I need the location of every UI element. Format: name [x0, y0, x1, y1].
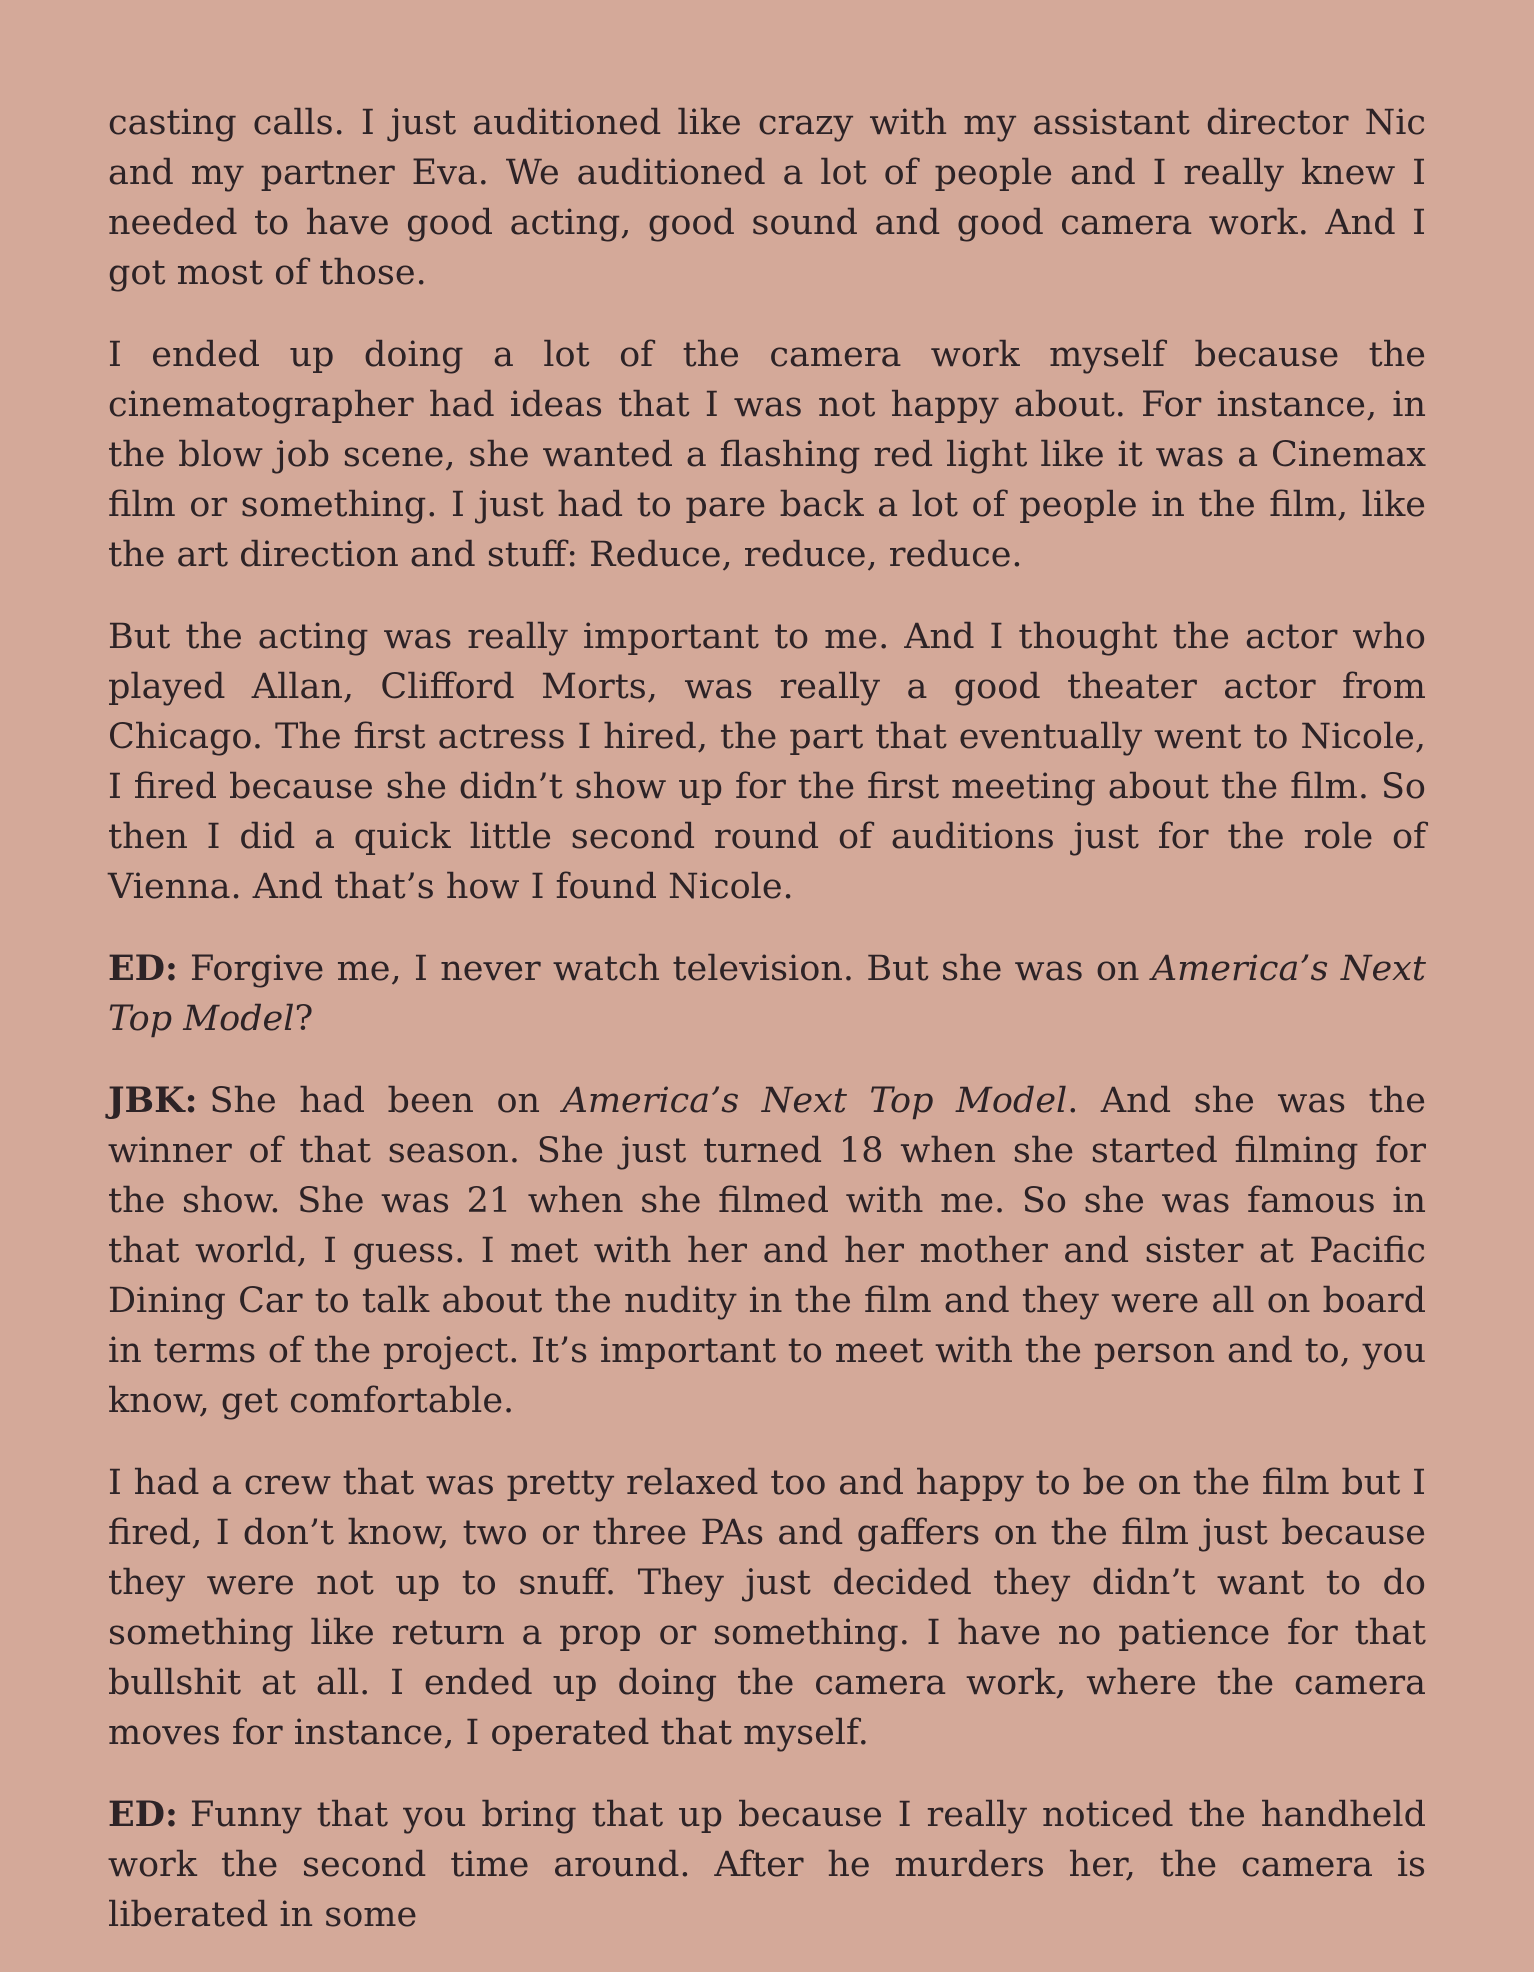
paragraph-text: . And she was the winner of that season. She just turned 18 when she started filming for the show. She was 21 when she filmed with me. So she was famous in that world, I guess. I met with her and her mother and sister at Pacific Dining Car to talk about the nudity in the film and they were all on board in terms of the project. It’s important to meet with the person and to, you know, get comfortable. — [108, 1081, 1426, 1421]
paragraph-3 — [108, 612, 1426, 912]
show-title: America’s Next Top Model — [108, 949, 1426, 1039]
paragraph-7-ed — [108, 1790, 1426, 1940]
paragraph-text: She had been on — [209, 1081, 563, 1121]
paragraph-2 — [108, 330, 1426, 580]
paragraph-text: I ended up doing a lot of the camera work myself because the cinematographer had ideas that I was not happy about. For instance, in the blow job scene, she wanted a flashing red light like it was a Cinemax film or something. I just had to pare back a lot of people in the film, like the art direction and stuff: Reduce, reduce, reduce. — [108, 335, 1426, 575]
paragraph-text: casting calls. I just auditioned like crazy with my assistant director Nic and my partner Eva. We auditioned a lot of people and I really knew I needed to have good acting, good sound and good camera work. And I got most of those. — [108, 103, 1426, 293]
speaker-label: JBK: — [108, 1080, 198, 1121]
paragraph-text: I had a crew that was pretty relaxed too and happy to be on the film but I fired, I don’t know, two or three PAs and gaffers on the film just because they were not up to snuff. They just decided they didn’t want to do something like return a prop or something. I have no patience for that bullshit at all. I ended up doing the camera work, where the camera moves for instance, I operated that myself. — [108, 1463, 1426, 1753]
paragraph-text: Forgive me, I never watch television. But she was on — [189, 949, 1152, 989]
paragraph-text: ? — [294, 999, 314, 1039]
show-title: America’s Next Top Model — [562, 1081, 1068, 1121]
document-page — [108, 98, 1426, 1972]
speaker-label: ED: — [108, 948, 178, 989]
paragraph-4-ed — [108, 944, 1426, 1044]
paragraph-5-jbk — [108, 1076, 1426, 1426]
paragraph-text: Funny that you bring that up because I really noticed the handheld work the second time around. After he murders her, the camera is liberated in some — [108, 1795, 1426, 1935]
paragraph-6 — [108, 1458, 1426, 1758]
speaker-label: ED: — [108, 1794, 178, 1835]
paragraph-text: But the acting was really important to me. And I thought the actor who played Allan, Clifford Morts, was really a good theater actor from Chicago. The first actress I hired, the part that eventually went to Nicole, I fired because she didn’t show up for the first meeting about the film. So then I did a quick little second round of auditions just for the role of Vienna. And that’s how I found Nicole. — [108, 617, 1426, 907]
paragraph-1 — [108, 98, 1426, 298]
